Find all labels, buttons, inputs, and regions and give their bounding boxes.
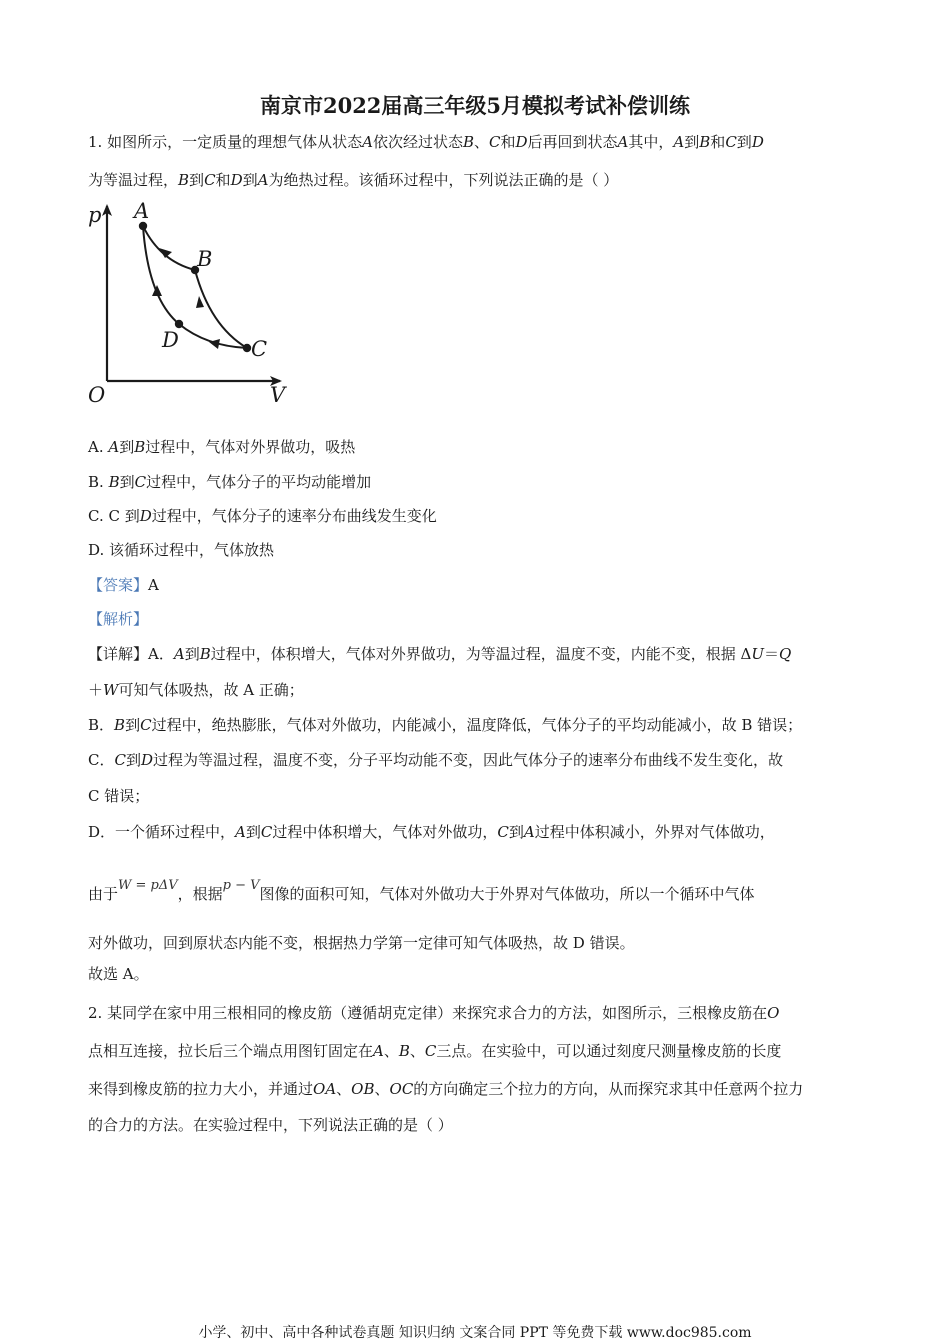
- detail-line-2: [88, 680, 304, 700]
- curve-ab: [143, 226, 195, 270]
- text: 后再回到状态: [527, 133, 618, 151]
- var: OC: [389, 1080, 414, 1098]
- var: B: [178, 171, 190, 189]
- var: D: [230, 171, 243, 189]
- option-a: [88, 437, 355, 457]
- text: 过程中体积增大，气体对外做功，: [272, 823, 498, 841]
- text: 1. 如图所示，一定质量的理想气体从状态: [88, 133, 363, 151]
- text: B.: [88, 473, 109, 491]
- arrow-ab-icon: [159, 248, 172, 258]
- text: 为等温过程，: [88, 171, 179, 189]
- var: C: [725, 133, 737, 151]
- axis-label-p: p: [88, 203, 102, 227]
- var: A: [362, 133, 373, 151]
- text: B．: [88, 716, 115, 734]
- point-a-dot: [139, 222, 147, 230]
- var: D: [751, 133, 764, 151]
- text: A．: [148, 645, 174, 663]
- text: 、: [336, 1080, 352, 1098]
- text: 到: [119, 473, 135, 491]
- text: C．: [88, 751, 115, 769]
- var: C: [204, 171, 216, 189]
- text: 到: [184, 645, 200, 663]
- q2-line-4: 的合力的方法。在实验过程中，下列说法正确的是（ ）: [88, 1116, 453, 1134]
- detail-line-5: C 错误；: [88, 787, 150, 805]
- text: 到: [125, 716, 141, 734]
- text: 过程中，气体分子的速率分布曲线发生变化: [151, 507, 437, 525]
- analysis-label: 【解析】: [88, 610, 149, 628]
- var: B: [108, 473, 120, 491]
- detail-label: 【详解】: [88, 645, 149, 663]
- text: C. C 到: [88, 507, 140, 525]
- var: C: [114, 751, 126, 769]
- q1-stem-line1: [88, 132, 764, 152]
- text: 可知气体吸热，故 A 正确；: [118, 681, 304, 699]
- var: B: [199, 645, 211, 663]
- formula-pv: p − V: [222, 878, 260, 893]
- var: Q: [779, 645, 792, 663]
- text: 到: [125, 751, 141, 769]
- detail-line-8: 对外做功，回到原状态内能不变，根据热力学第一定律可知气体吸热，故 D 错误。: [88, 934, 635, 952]
- text: 过程中体积减小，外界对气体做功，: [534, 823, 775, 841]
- text: 、: [409, 1042, 425, 1060]
- text: 依次经过状态: [372, 133, 463, 151]
- text: 的方向确定三个拉力的方向，从而探究求其中任意两个拉力: [413, 1080, 804, 1098]
- text: 2. 某同学在家中用三根相同的橡皮筋（遵循胡克定律）来探究求合力的方法，如图所示，三根橡皮筋在: [88, 1004, 768, 1022]
- origin-label: O: [88, 383, 106, 407]
- var: B: [398, 1042, 410, 1060]
- point-c-dot: [243, 344, 251, 352]
- var: D: [515, 133, 528, 151]
- text: 点相互连接，拉长后三个端点用图钉固定在: [88, 1042, 374, 1060]
- var: OA: [313, 1080, 337, 1098]
- answer-label: 【答案】: [88, 576, 149, 594]
- text: A.: [88, 438, 109, 456]
- axis-label-v: V: [270, 383, 286, 407]
- var: C: [260, 823, 273, 841]
- text: 、: [383, 1042, 399, 1060]
- text: ＝: [764, 645, 780, 663]
- detail-line-1: [88, 644, 791, 664]
- point-b-label: B: [197, 247, 213, 271]
- var: A: [373, 1042, 384, 1060]
- pv-diagram-svg: [84, 196, 294, 408]
- option-c: [88, 506, 437, 526]
- arrow-bc-icon: [196, 296, 204, 308]
- var: U: [751, 645, 765, 663]
- text: 到: [242, 171, 258, 189]
- text: 过程中，气体分子的平均动能增加: [146, 473, 372, 491]
- q1-stem-line2: [88, 170, 618, 190]
- point-a-label: A: [134, 199, 150, 223]
- var: B: [134, 438, 146, 456]
- var: C: [134, 473, 147, 491]
- var: C: [140, 716, 152, 734]
- text: 为绝热过程。该循环过程中，下列说法正确的是（ ）: [268, 171, 619, 189]
- var: B: [114, 716, 126, 734]
- text: 到: [508, 823, 524, 841]
- text: 、: [473, 133, 489, 151]
- text: ，根据: [177, 885, 223, 903]
- detail-line-4: [88, 750, 783, 770]
- curve-da: [143, 226, 179, 324]
- text: 其中，: [628, 133, 674, 151]
- text: ＋: [88, 681, 104, 699]
- var: W: [103, 681, 119, 699]
- var: C: [497, 823, 509, 841]
- var: OB: [351, 1080, 375, 1098]
- option-d: D. 该循环过程中，气体放热: [88, 541, 275, 559]
- page-title: 南京市2022届高三年级5月模拟考试补偿训练: [259, 93, 691, 118]
- point-d-label: D: [162, 328, 179, 352]
- detail-line-3: [88, 715, 802, 735]
- var: D: [140, 751, 154, 769]
- var: A: [617, 133, 629, 151]
- detail-line-9: 故选 A。: [88, 965, 149, 983]
- var: A: [108, 438, 120, 456]
- point-c-label: C: [251, 337, 268, 361]
- point-d-dot: [175, 320, 183, 328]
- text: 到: [684, 133, 700, 151]
- var: B: [462, 133, 474, 151]
- answer-value: A: [148, 576, 159, 594]
- text: 来得到橡皮筋的拉力大小，并通过: [88, 1080, 314, 1098]
- q2-line-2: [88, 1041, 781, 1061]
- q2-line-1: [88, 1003, 779, 1023]
- detail-line-7: [88, 878, 755, 906]
- option-b: [88, 472, 371, 492]
- text: D．一个循环过程中，: [88, 823, 236, 841]
- text: 、: [374, 1080, 390, 1098]
- curve-bc: [195, 270, 247, 348]
- text: 到: [119, 438, 135, 456]
- var: C: [424, 1042, 437, 1060]
- text: 到: [736, 133, 752, 151]
- var: A: [173, 645, 185, 663]
- var: C: [489, 133, 501, 151]
- text: 和: [500, 133, 516, 151]
- q2-line-3: [88, 1079, 803, 1099]
- var: O: [767, 1004, 780, 1022]
- var: A: [235, 823, 246, 841]
- text: 过程中，体积增大，气体对外界做功，为等温过程，温度不变，内能不变，根据 Δ: [210, 645, 752, 663]
- text: 图像的面积可知，气体对外做功大于外界对气体做功，所以一个循环中气体: [259, 885, 755, 903]
- detail-line-6: [88, 822, 775, 842]
- var: A: [523, 823, 535, 841]
- text: 过程为等温过程，温度不变，分子平均动能不变，因此气体分子的速率分布曲线不发生变化，故: [153, 751, 784, 769]
- var: A: [257, 171, 269, 189]
- text: 和: [710, 133, 726, 151]
- var: B: [699, 133, 711, 151]
- text: 过程中，气体对外界做功，吸热: [145, 438, 356, 456]
- text: 过程中，绝热膨胀，气体对外做功，内能减小，温度降低，气体分子的平均动能减小，故 B 错误；: [151, 716, 803, 734]
- text: 和: [215, 171, 231, 189]
- text: 三点。在实验中，可以通过刻度尺测量橡皮筋的长度: [436, 1042, 782, 1060]
- var: A: [673, 133, 685, 151]
- text: 由于: [88, 885, 119, 903]
- pv-diagram: [84, 196, 294, 408]
- answer-line: [88, 575, 159, 595]
- page-footer: 小学、初中、高中各种试卷真题 知识归纳 文案合同 PPT 等免费下载 www.doc985.com: [198, 1325, 752, 1341]
- var: D: [139, 507, 152, 525]
- text: 到: [245, 823, 261, 841]
- formula-work: W = pΔV: [118, 878, 178, 893]
- text: 到: [189, 171, 205, 189]
